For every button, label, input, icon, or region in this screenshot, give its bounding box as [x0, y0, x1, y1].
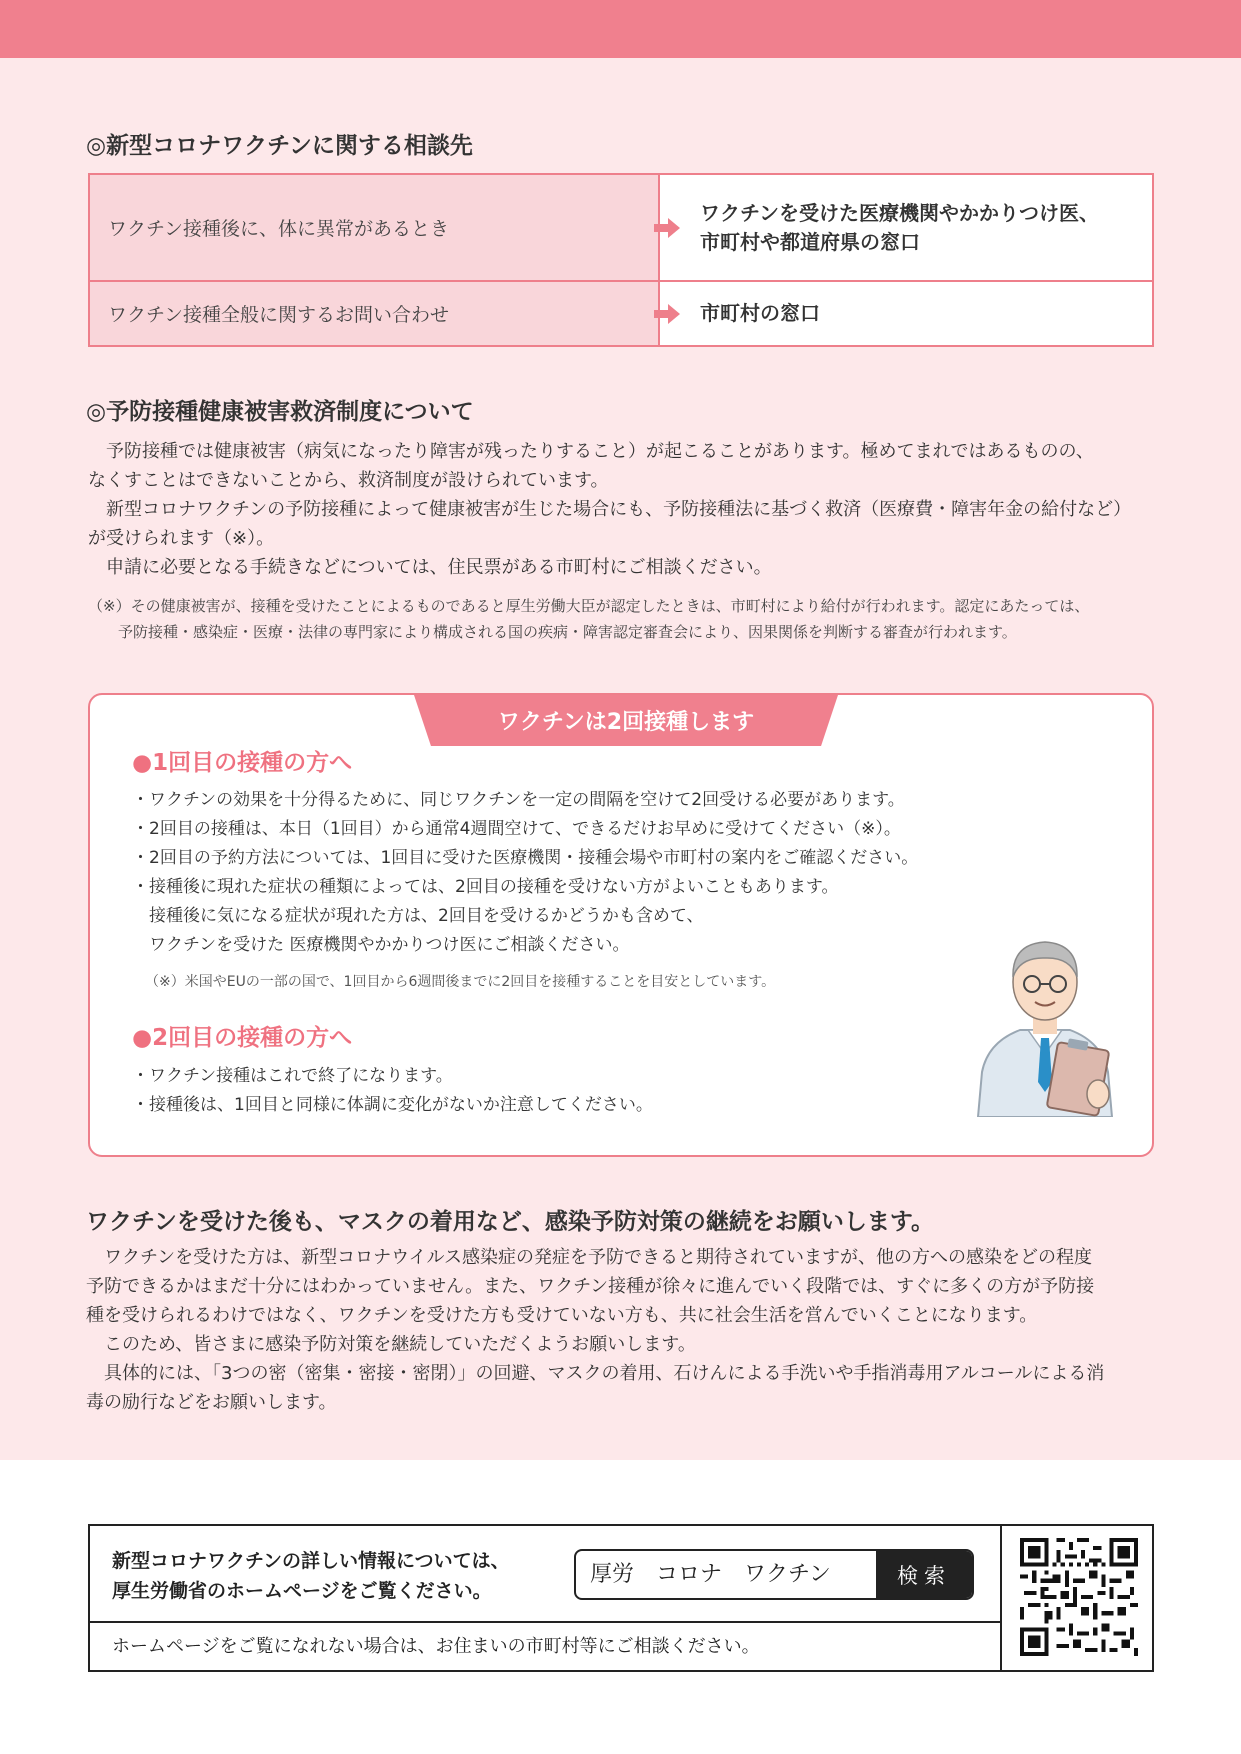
second-dose-heading: ●2回目の接種の方へ — [132, 1025, 353, 1051]
consult-situation: ワクチン接種全般に関するお問い合わせ — [90, 282, 660, 345]
first-dose-heading: ●1回目の接種の方へ — [132, 750, 353, 776]
relief-line: 新型コロナワクチンの予防接種によって健康被害が生じた場合にも、予防接種法に基づく救済（医療費・障害年金の給付など） — [88, 499, 1132, 520]
relief-heading: ◎予防接種健康被害救済制度について — [86, 399, 474, 425]
qr-code[interactable] — [1020, 1538, 1138, 1656]
consult-contact-line: ワクチンを受けた医療機関やかかりつけ医、 — [700, 200, 1099, 225]
relief-note: （※）その健康被害が、接種を受けたことによるものであると厚生労働大臣が認定したときは、市町村により給付が行われます。認定にあたっては、 — [88, 597, 1090, 615]
continuation-heading: ワクチンを受けた後も、マスクの着用など、感染予防対策の継続をお願いします。 — [86, 1209, 935, 1235]
top-bar — [0, 0, 1241, 58]
search-button[interactable]: 検索 — [876, 1551, 972, 1598]
footer-message — [112, 1546, 510, 1606]
first-dose-line: ・接種後に現れた症状の種類によっては、2回目の接種を受けない方がよいこともあります。 — [132, 877, 839, 897]
consult-contact — [700, 175, 1152, 280]
relief-line: 予防接種では健康被害（病気になったり障害が残ったりすること）が起こることがあります。極めてまれではあるものの、 — [88, 441, 1094, 462]
consult-contact-line: 市町村や都道府県の窓口 — [700, 229, 920, 254]
footer-message-line: 厚生労働省のホームページをご覧ください。 — [112, 1580, 492, 1602]
first-dose-line: ・2回目の予約方法については、1回目に受けた医療機関・接種会場や市町村の案内をご確認ください。 — [132, 848, 919, 868]
first-dose-line: ワクチンを受けた 医療機関やかかりつけ医にご相談ください。 — [132, 935, 630, 955]
relief-note: 予防接種・感染症・医療・法律の専門家により構成される国の疾病・障害認定審査会により、因果関係を判断する審査が行われます。 — [88, 623, 1017, 641]
consult-contact-line: 市町村の窓口 — [700, 301, 820, 325]
relief-line: 申請に必要となる手続きなどについては、住民票がある市町村にご相談ください。 — [88, 557, 772, 578]
continuation-line: 毒の励行などをお願いします。 — [86, 1392, 337, 1413]
continuation-line: このため、皆さまに感染予防対策を継続していただくようお願いします。 — [86, 1334, 696, 1355]
footer-message-line: 新型コロナワクチンの詳しい情報については、 — [112, 1550, 510, 1572]
search-query-text[interactable]: 厚労 コロナ ワクチン — [590, 1562, 831, 1587]
consult-heading: ◎新型コロナワクチンに関する相談先 — [86, 133, 473, 159]
consult-contact — [700, 282, 1152, 345]
search-box[interactable] — [574, 1549, 974, 1600]
doctor-illustration — [970, 922, 1120, 1117]
continuation-line: 予防できるかはまだ十分にはわかっていません。また、ワクチン接種が徐々に進んでいく段階では、すぐに多くの方が予防接 — [86, 1276, 1095, 1297]
first-dose-line: 接種後に気になる症状が現れた方は、2回目を受けるかどうかも含めて、 — [132, 906, 704, 926]
footer-note: ホームページをご覧になれない場合は、お住まいの市町村等にご相談ください。 — [112, 1636, 760, 1657]
consult-row — [90, 282, 1152, 345]
continuation-line: 種を受けられるわけではなく、ワクチンを受けた方も受けていない方も、共に社会生活を営んでいくことになります。 — [86, 1305, 1038, 1326]
consult-table — [88, 173, 1154, 347]
second-dose-line: ・接種後は、1回目と同様に体調に変化がないか注意してください。 — [132, 1095, 653, 1115]
arrow-right-icon — [654, 218, 680, 238]
vaccine-box-title: ワクチンは2回接種します — [497, 710, 755, 735]
first-dose-line: ・ワクチンの効果を十分得るために、同じワクチンを一定の間隔を空けて2回受ける必要があります。 — [132, 790, 905, 810]
second-dose-line: ・ワクチン接種はこれで終了になります。 — [132, 1066, 453, 1086]
footer-divider — [88, 1621, 1002, 1623]
continuation-line: 具体的には、「3つの密（密集・密接・密閉）」の回避、マスクの着用、石けんによる手洗いや手指消毒用アルコールによる消 — [86, 1363, 1105, 1384]
consult-situation: ワクチン接種後に、体に異常があるとき — [90, 175, 660, 280]
arrow-right-icon — [654, 304, 680, 324]
consult-row — [90, 175, 1152, 282]
relief-line: が受けられます（※）。 — [88, 528, 275, 549]
relief-line: なくすことはできないことから、救済制度が設けられています。 — [88, 470, 609, 491]
first-dose-note: （※）米国やEUの一部の国で、1回目から6週間後までに2回目を接種することを目安としています。 — [145, 974, 776, 990]
continuation-line: ワクチンを受けた方は、新型コロナウイルス感染症の発症を予防できると期待されていますが、他の方への感染をどの程度 — [86, 1247, 1093, 1268]
first-dose-line: ・2回目の接種は、本日（1回目）から通常4週間空けて、できるだけお早めに受けてください（※）。 — [132, 819, 901, 839]
footer-divider — [1000, 1524, 1002, 1672]
